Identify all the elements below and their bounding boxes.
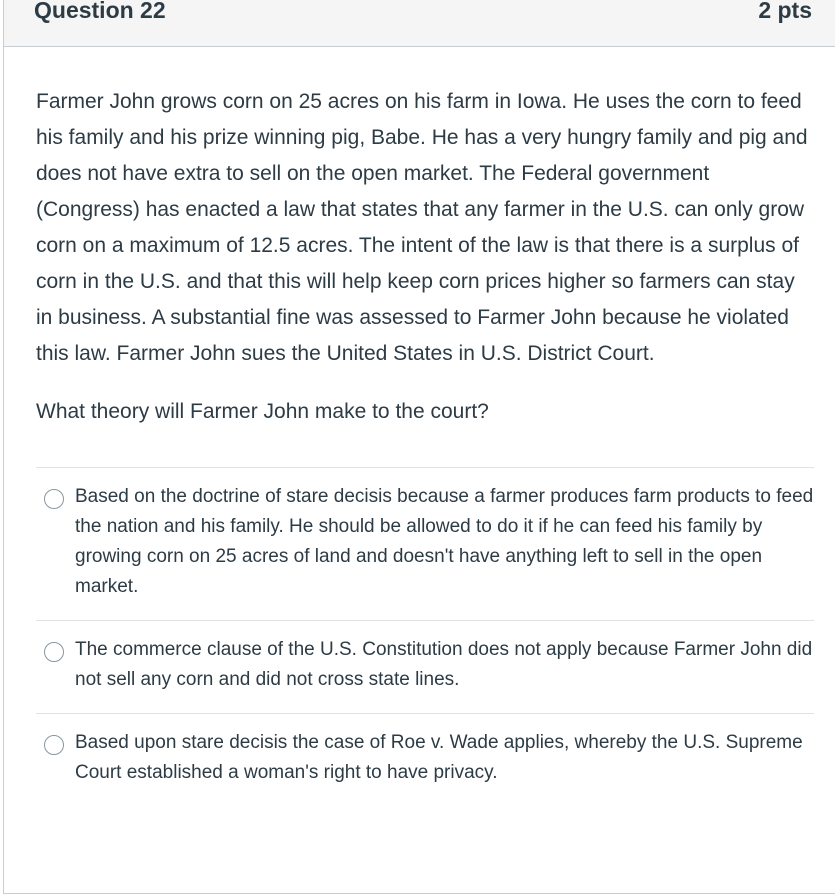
answer-label[interactable]: Based on the doctrine of stare decisis because a farmer produces farm products to feed the nation and his family. He should be allowed to do it if he can feed his family by growing corn on 25 acres of land and doesn't have anything left to sell in the open market.	[75, 486, 814, 597]
answer-list	[36, 467, 814, 806]
radio-button[interactable]	[44, 489, 64, 509]
question-title: Question 22	[34, 0, 166, 23]
answer-label[interactable]: Based upon stare decisis the case of Roe v. Wade applies, whereby the U.S. Supreme Court established a woman's right to have privacy.	[75, 732, 803, 783]
question-paragraph: Farmer John grows corn on 25 acres on his farm in Iowa. He uses the corn to feed his family and his prize winning pig, Babe. He has a very hungry family and pig and does not have extra to sell on the open market. The Federal government (Congress) has enacted a law that states that any farmer in the U.S. can only grow corn on a maximum of 12.5 acres. The intent of the law is that there is a surplus of corn in the U.S. and that this will help keep corn prices higher so farmers can stay in business. A substantial fine was assessed to Farmer John because he violated this law. Farmer John sues the United States in U.S. District Court.	[36, 90, 808, 365]
answer-label[interactable]: The commerce clause of the U.S. Constitution does not apply because Farmer John did not sell any corn and did not cross state lines.	[75, 639, 813, 690]
question-prompt: What theory will Farmer John make to the court?	[36, 400, 489, 423]
answer-option-2[interactable]	[36, 620, 814, 713]
question-text	[36, 84, 814, 430]
question-points: 2 pts	[758, 0, 812, 23]
radio-button[interactable]	[44, 642, 64, 662]
answer-option-3[interactable]	[36, 713, 814, 806]
question-card	[3, 0, 835, 894]
question-body	[4, 47, 835, 806]
question-header	[4, 0, 835, 47]
radio-button[interactable]	[44, 735, 64, 755]
answer-option-1[interactable]	[36, 467, 814, 620]
